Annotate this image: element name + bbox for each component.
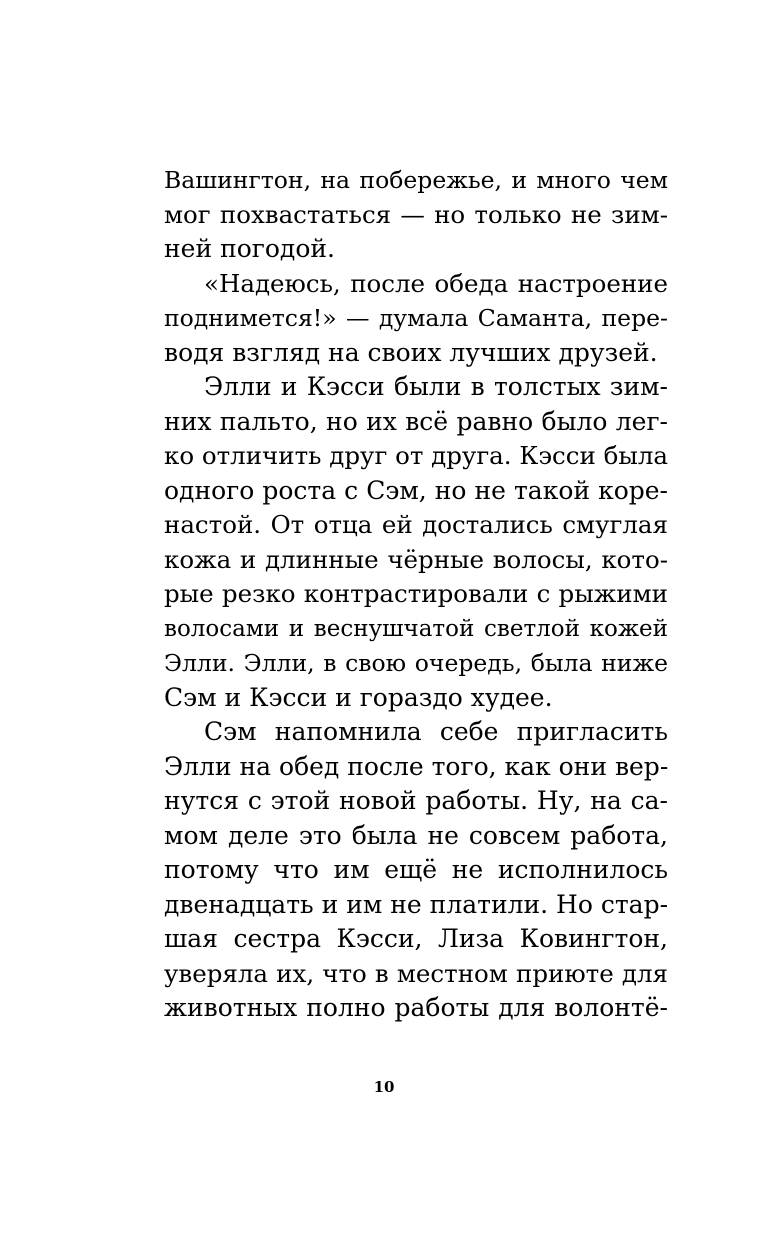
text-line: поднимется!» — думала Саманта, пере- (164, 304, 668, 332)
body-text (164, 163, 668, 1026)
text-line: «Надеюсь, после обеда настроение (204, 268, 668, 298)
text-line: Сэм напомнила себе пригласить (204, 717, 668, 746)
text-line: водя взгляд на своих лучших друзей. (164, 337, 658, 367)
text-line: двенадцать и им не платили. Но стар- (164, 889, 669, 919)
text-line: животных полно работы для волонтё- (164, 993, 668, 1022)
text-line: одного роста с Сэм, но не такой коре- (164, 475, 668, 505)
text-line: них пальто, но их всё равно было лег- (164, 406, 668, 436)
text-line: мог похвастаться — но только не зим- (164, 199, 668, 229)
text-line: ко отличить друг от друга. Кэсси была (164, 441, 669, 470)
text-line: Элли и Кэсси были в толстых зим- (204, 372, 668, 401)
text-line: потому что им ещё не исполнилось (164, 855, 668, 884)
text-line: Элли на обед после того, как они вер- (164, 751, 669, 781)
text-line: Элли. Элли, в свою очередь, была ниже (164, 649, 668, 677)
text-line: Сэм и Кэсси и гораздо худее. (164, 682, 553, 712)
text-line: шая сестра Кэсси, Лиза Ковингтон, (164, 924, 668, 953)
text-line: кожа и длинные чёрные волосы, кото- (164, 544, 668, 574)
text-line: ней погодой. (164, 234, 335, 263)
text-line: мом деле это была не совсем работа, (164, 820, 668, 850)
text-line: Вашингтон, на побережье, и много чем (164, 166, 668, 194)
text-line: настой. От отца ей достались смуглая (164, 510, 668, 539)
page-number: 10 (373, 1078, 395, 1096)
text-line: нутся с этой новой работы. Ну, на са- (164, 786, 668, 815)
text-line: волосами и веснушчатой светлой кожей (164, 615, 668, 642)
text-line: рые резко контрастировали с рыжими (164, 579, 668, 608)
text-line: уверяла их, что в местном приюте для (164, 958, 668, 988)
